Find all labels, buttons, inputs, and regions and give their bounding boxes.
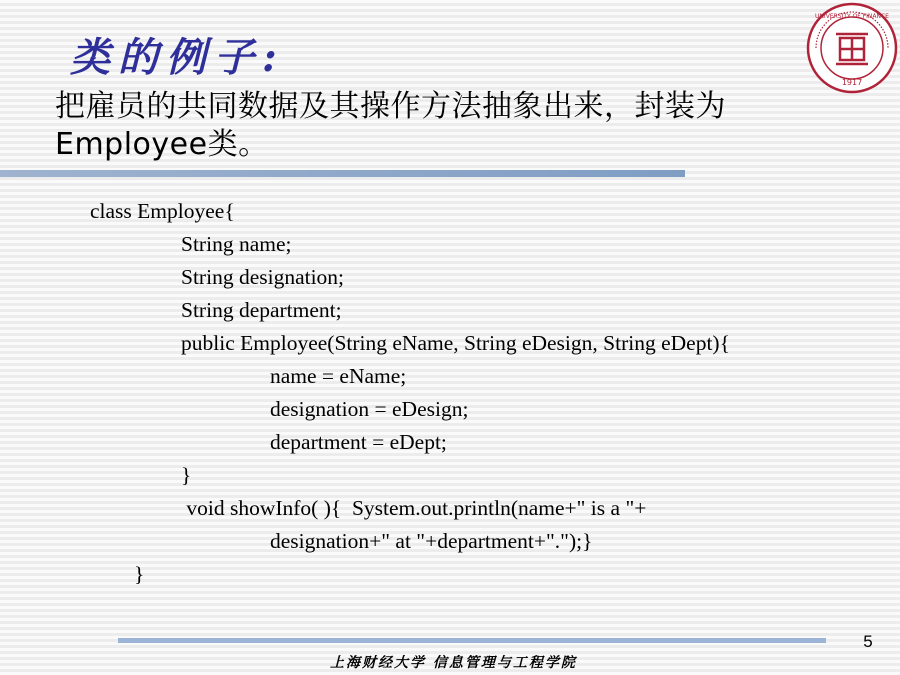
slide-subtitle: 把雇员的共同数据及其操作方法抽象出来，封装为Employee类。 bbox=[55, 89, 726, 162]
svg-text:1917: 1917 bbox=[841, 78, 863, 87]
title-divider bbox=[0, 170, 685, 177]
page-number: 5 bbox=[863, 632, 873, 651]
code-line: department = eDept; bbox=[270, 430, 447, 454]
university-logo bbox=[806, 2, 898, 94]
code-line: designation = eDesign; bbox=[270, 397, 469, 421]
code-line: } bbox=[181, 463, 192, 487]
footer-text: 上海财经大学 信息管理与工程学院 bbox=[330, 655, 577, 671]
code-line: class Employee{ bbox=[90, 199, 235, 223]
slide-title: 类的例子: bbox=[70, 34, 285, 81]
code-line: String name; bbox=[181, 232, 292, 256]
code-line: String department; bbox=[181, 298, 342, 322]
code-line: public Employee(String eName, String eDesign, String eDept){ bbox=[181, 331, 730, 355]
footer-divider bbox=[118, 638, 826, 643]
code-line: void showInfo( ){ System.out.println(name+" is a "+ bbox=[181, 496, 647, 520]
code-line: String designation; bbox=[181, 265, 345, 289]
svg-text:UNIVERSITY OF FINANCE: UNIVERSITY OF FINANCE bbox=[815, 13, 889, 20]
code-line: name = eName; bbox=[270, 364, 407, 388]
code-line: } bbox=[134, 562, 145, 586]
code-line: designation+" at "+department+".");} bbox=[270, 529, 593, 553]
